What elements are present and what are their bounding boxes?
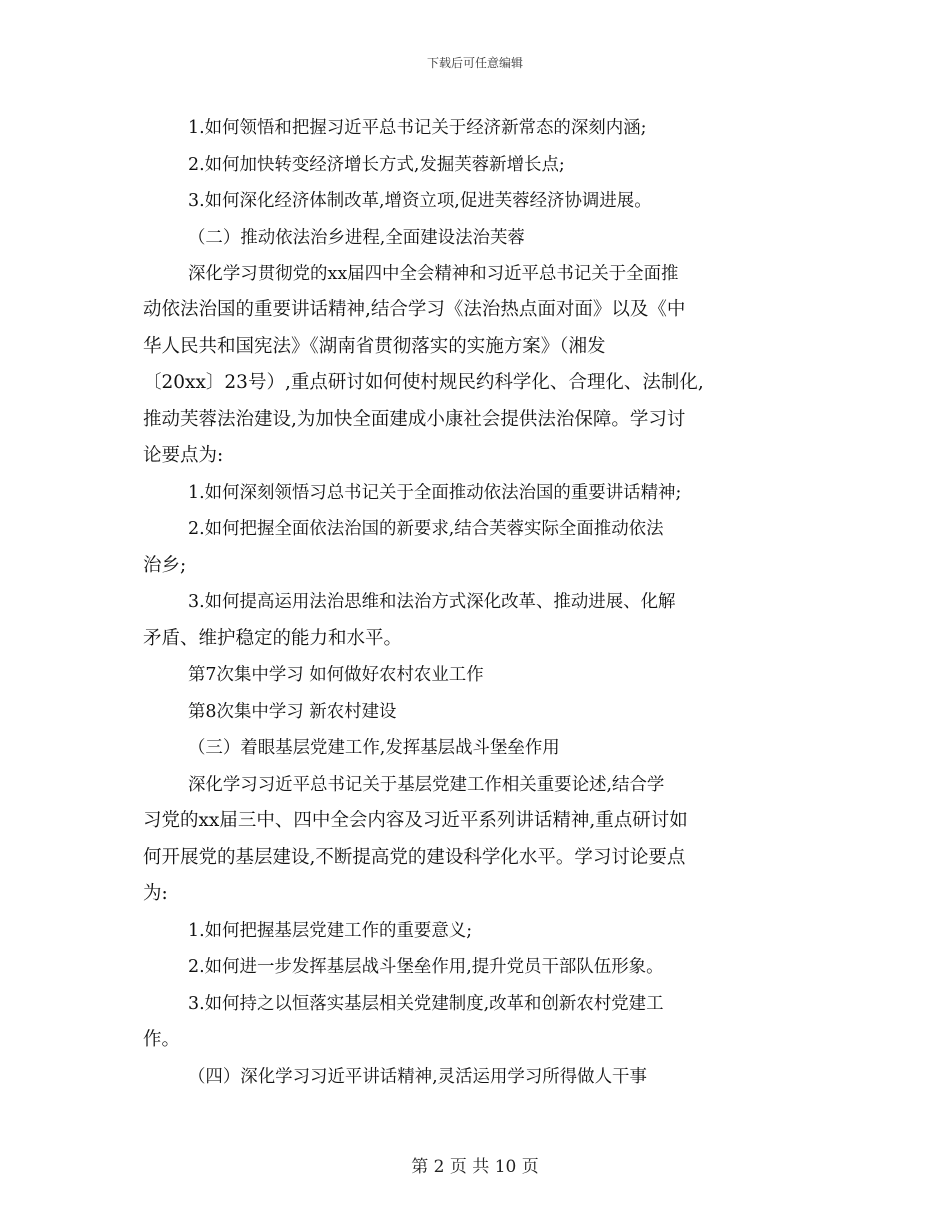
text-line: 1.如何领悟和把握习近平总书记关于经济新常态的深刻内涵;: [188, 118, 647, 138]
text-line: 习党的xx届三中、四中全会内容及习近平系列讲话精神,重点研讨如: [143, 810, 688, 831]
section-heading: （三）着眼基层党建工作,发挥基层战斗堡垒作用: [188, 738, 560, 758]
page-header: 下载后可任意编辑: [426, 56, 523, 70]
page-footer: 第 2 页 共 10 页: [411, 1157, 539, 1177]
text-line: 第8次集中学习 新农村建设: [188, 702, 397, 722]
text-line: 何开展党的基层建设,不断提高党的建设科学化水平。学习讨论要点: [143, 847, 686, 868]
text-line: 3.如何深化经济体制改革,增资立项,促进芙蓉经济协调进展。: [188, 191, 652, 211]
section-heading: （四）深化学习习近平讲话精神,灵活运用学习所得做人干事: [188, 1067, 647, 1087]
text-line: 1.如何深刻领悟习总书记关于全面推动依法治国的重要讲话精神;: [188, 483, 682, 503]
section-heading: （二）推动依法治乡进程,全面建设法治芙蓉: [188, 228, 525, 248]
text-line: 治乡;: [143, 555, 187, 576]
text-line: 深化学习贯彻党的xx届四中全会精神和习近平总书记关于全面推: [188, 264, 679, 284]
text-line: 3.如何提高运用法治思维和法治方式深化改革、推动进展、化解: [188, 592, 676, 612]
text-line: 深化学习习近平总书记关于基层党建工作相关重要论述,结合学: [188, 775, 665, 795]
text-line: 1.如何把握基层党建工作的重要意义;: [188, 921, 473, 941]
text-line: 〔20xx〕23号）,重点研讨如何使村规民约科学化、合理化、法制化,: [143, 372, 704, 393]
text-line: 2.如何把握全面依法治国的新要求,结合芙蓉实际全面推动依法: [188, 519, 664, 539]
text-line: 推动芙蓉法治建设,为加快全面建成小康社会提供法治保障。学习讨: [143, 409, 686, 430]
text-line: 矛盾、维护稳定的能力和水平。: [143, 628, 403, 649]
text-line: 2.如何进一步发挥基层战斗堡垒作用,提升党员干部队伍形象。: [188, 957, 664, 977]
text-line: 动依法治国的重要讲话精神,结合学习《法治热点面对面》以及《中: [143, 299, 686, 320]
text-line: 作。: [143, 1029, 181, 1050]
text-line: 论要点为:: [143, 445, 224, 466]
text-line: 2.如何加快转变经济增长方式,发掘芙蓉新增长点;: [188, 155, 565, 175]
text-line: 华人民共和国宪法》《湖南省贯彻落实的实施方案》（湘发: [143, 336, 606, 357]
text-line: 第7次集中学习 如何做好农村农业工作: [188, 665, 484, 685]
text-line: 为:: [143, 883, 168, 904]
text-line: 3.如何持之以恒落实基层相关党建制度,改革和创新农村党建工: [188, 994, 664, 1014]
